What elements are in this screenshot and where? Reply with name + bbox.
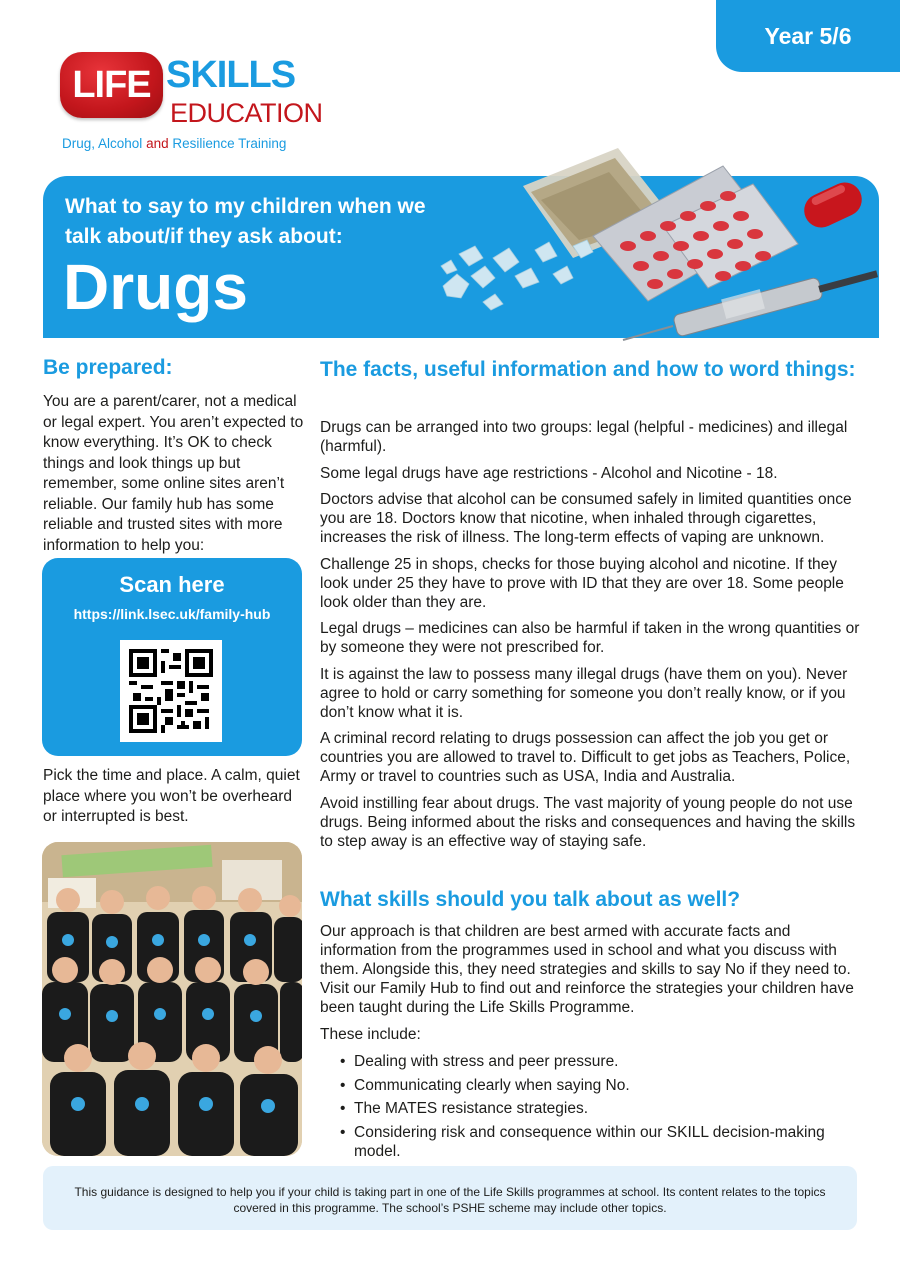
skills-section <box>320 922 865 1165</box>
facts-paragraph: It is against the law to possess many illegal drugs (have them on you). Never agree to hold or carry something for someone you don’t really know, or if you don’t know what it is. <box>320 665 848 721</box>
guidance-footer <box>43 1166 857 1230</box>
skills-list-item: • Considering risk and consequence within our SKILL decision-making model. <box>340 1123 865 1161</box>
scan-here-box <box>42 558 302 756</box>
logo-tagline <box>62 136 286 151</box>
skills-list <box>340 1052 865 1161</box>
time-and-place-text: Pick the time and place. A calm, quiet place where you won’t be overheard or interrupted is best. <box>43 767 300 825</box>
page-title: Drugs <box>63 251 248 323</box>
logo-education-text: EDUCATION <box>170 98 323 128</box>
facts-paragraph: A criminal record relating to drugs possession can affect the job you get or countries you are allowed to travel to. Difficult to get jobs as Teachers, Police, Army or travel to countries such as USA, India and Australia. <box>320 730 851 785</box>
be-prepared-text: You are a parent/carer, not a medical or legal expert. You aren’t expected to know everything. It’s OK to check things and look things up but remember, some online sites aren’t reliable. Our family hub has some reliable and trusted sites with more information to help you: <box>43 393 304 554</box>
children-group-photo <box>42 842 302 1156</box>
red-cap-image <box>799 177 868 233</box>
guidance-footer-text: This guidance is designed to help you if your child is taking part in one of the Life Skills programmes at school. Its content relates to the topics covered in this programme. The school’s PSHE scheme may include other topics. <box>74 1185 826 1215</box>
banner-subtitle: What to say to my children when we talk about/if they ask about: <box>65 195 426 248</box>
be-prepared-heading: Be prepared: <box>43 356 173 379</box>
tagline-and: and <box>146 136 169 151</box>
title-banner <box>43 176 879 338</box>
logo-skills-text: SKILLS <box>166 54 296 96</box>
skills-heading: What skills should you talk about as well? <box>320 888 741 911</box>
facts-paragraph: Challenge 25 in shops, checks for those buying alcohol and nicotine. If they look under 25 they have to prove with ID that they are over 18. Some people look older than they are. <box>320 555 844 611</box>
qr-code-graphic <box>129 649 213 733</box>
facts-paragraph: Avoid instilling fear about drugs. The vast majority of young people do not use drugs. Being informed about the risks and consequences and having the skills to step away is an effective way of staying safe. <box>320 794 856 850</box>
facts-paragraph: Doctors advise that alcohol can be consumed safely in limited quantities once you are 18. Doctors know that nicotine, when inhaled through cigarettes, increases the risk of illness. The long-term effects of vaping are unknown. <box>320 491 852 546</box>
skills-list-item: • Dealing with stress and peer pressure. <box>340 1052 865 1071</box>
logo-life-text: LIFE <box>72 63 151 106</box>
skills-intro: Our approach is that children are best armed with accurate facts and information from the programmes used in school and what you discuss with them. Alongside this, they need strategies and skills to say No if they need to. Visit our Family Hub to find out and reinforce the strategies your children have been taught during the Life Skills Programme. <box>320 923 854 1016</box>
logo-life-badge <box>60 52 163 118</box>
children-photo-graphic <box>42 842 302 1156</box>
scan-here-title: Scan here <box>119 572 225 597</box>
skills-list-item: • The MATES resistance strategies. <box>340 1099 865 1118</box>
tagline-part-1: Drug, Alcohol <box>62 136 143 151</box>
tagline-part-2: Resilience Training <box>172 136 287 151</box>
year-level-label: Year 5/6 <box>764 22 852 49</box>
facts-paragraph: Drugs can be arranged into two groups: legal (helpful - medicines) and illegal (harmful). <box>320 419 848 455</box>
family-hub-link[interactable]: https://link.lsec.uk/family-hub <box>73 606 271 622</box>
life-skills-logo <box>60 50 323 160</box>
qr-code[interactable] <box>120 640 222 742</box>
year-level-tab <box>716 0 900 72</box>
drugs-illustration <box>423 126 883 356</box>
facts-heading: The facts, useful information and how to word things: <box>320 358 856 381</box>
skills-list-item: • Communicating clearly when saying No. <box>340 1076 865 1095</box>
facts-paragraph: Legal drugs – medicines can also be harmful if taken in the wrong quantities or by someone they were not prescribed for. <box>320 620 860 656</box>
skills-include-label: These include: <box>320 1026 421 1043</box>
facts-section <box>320 418 865 858</box>
facts-paragraph: Some legal drugs have age restrictions - Alcohol and Nicotine - 18. <box>320 464 778 482</box>
